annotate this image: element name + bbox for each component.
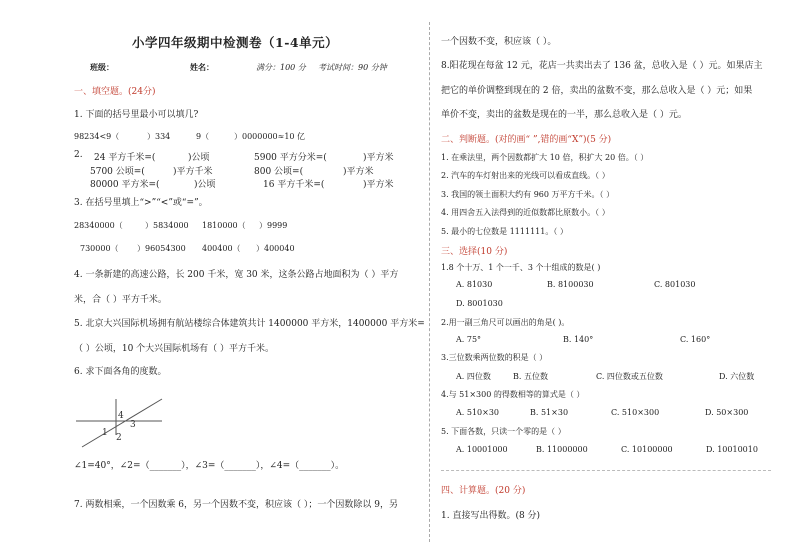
question-6: 6. 求下面各角的度数。 — [74, 367, 167, 377]
section-fill-blank: 一、填空题。(24分) — [74, 87, 156, 97]
q2-row1-a: 24 平方千米=( — [94, 153, 156, 163]
section-choice: 三、选择(10 分) — [441, 247, 508, 257]
angle-label-3: 3 — [130, 420, 136, 430]
question-8-line1: 8.阳花现在每盆 12 元，花店一共卖出去了 136 盆，总收入是（ ）元。如果店主 — [441, 61, 763, 71]
choice-4-opt-a: A. 510×30 — [456, 408, 500, 417]
question-4-line1: 4. 一条新建的高速公路，长 200 千米，宽 30 米，这条公路占地面积为（ ）平方 — [74, 270, 399, 280]
choice-3-opt-d: D. 六位数 — [719, 372, 755, 381]
choice-1-opt-a: A. 81030 — [456, 280, 493, 289]
question-7: 7. 两数相乘，一个因数乘 6，另一个因数不变，积应该（ ）；一个因数除以 9，另 — [74, 500, 398, 510]
question-1: 1. 下面的括号里最小可以填几? — [74, 110, 199, 120]
q3-row2-a: 730000（ — [80, 244, 119, 253]
section-judgement: 二、判断题。(对的画“ ”,错的画“X”)(5 分) — [441, 135, 612, 145]
choice-4-opt-d: D. 50×300 — [705, 408, 749, 417]
q2-row2-a: 5700 公顷=( — [90, 167, 145, 177]
judge-5: 5. 最小的七位数是 1111111。（ ） — [441, 227, 568, 236]
section-calculation: 四、计算题。(20 分) — [441, 486, 526, 496]
q2-row1-c: 5900 平方分米=( — [254, 153, 327, 163]
question-7-continued: 一个因数不变，积应该（ ）。 — [441, 37, 557, 47]
full-score-label: 满分：100 分 — [256, 63, 306, 72]
q2-row3-c: 16 平方千米=( — [263, 180, 325, 190]
question-3: 3. 在括号里填上“>”“<”或“=”。 — [74, 198, 208, 208]
question-8-line3: 单价不变，卖出的盆数是现在的一半，那么总收入是（ ）元。 — [441, 110, 687, 120]
choice-3: 3.三位数乘两位数的积是（ ） — [441, 353, 548, 362]
choice-5-opt-d: D. 10010010 — [706, 445, 758, 454]
name-label: 姓名： — [190, 62, 214, 72]
judge-3: 3. 我国的领土面积大约有 960 万平方千米。（ ） — [441, 190, 615, 199]
page-title: 小学四年级期中检测卷（1-4单元） — [132, 35, 339, 50]
q2-row3-a: 80000 平方米=( — [90, 180, 160, 190]
question-8-line2: 把它的单价调整到现在的 2 倍，卖出的盆数不变，那么总收入是（ ）元；如果 — [441, 86, 753, 96]
choice-5-opt-c: C. 10100000 — [621, 445, 673, 454]
choice-3-opt-b: B. 五位数 — [513, 372, 548, 381]
question-5-line1: 5. 北京大兴国际机场拥有航站楼综合体建筑共计 1400000 平方米，1400000 平方米= — [74, 319, 425, 329]
question-5-line2: （ ）公顷，10 个大兴国际机场有（ ）平方千米。 — [74, 344, 275, 354]
q1-part-c: 9（ — [196, 132, 210, 141]
q2-row1-b: )公顷 — [188, 153, 210, 163]
q3-row1-a: 28340000（ — [74, 221, 123, 230]
choice-1-opt-c: C. 801030 — [654, 280, 696, 289]
choice-1: 1.8 个十万、1 个一千、3 个十组成的数是( ) — [441, 263, 601, 272]
choice-4: 4.与 51×300 的得数相等的算式是（ ） — [441, 390, 585, 399]
calc-1: 1. 直接写出得数。(8 分) — [441, 511, 541, 521]
q3-row1-c: 1810000（ — [202, 221, 246, 230]
angle-label-4: 4 — [118, 411, 124, 421]
angle-label-1: 1 — [102, 428, 108, 438]
class-label: 班级： — [90, 62, 114, 72]
question-2-number: 2. — [74, 150, 83, 160]
q2-row2-d: )平方米 — [343, 167, 374, 177]
choice-3-opt-c: C. 四位数或五位数 — [596, 372, 663, 381]
choice-3-opt-a: A. 四位数 — [456, 372, 491, 381]
choice-2-opt-a: A. 75° — [456, 335, 482, 344]
column-divider — [429, 22, 430, 542]
q3-row2-d: ）400040 — [256, 244, 295, 253]
q1-part-d: ）0000000≈10 亿 — [234, 132, 306, 141]
judge-1: 1. 在乘法里，两个因数都扩大 10 倍，积扩大 20 倍。（ ） — [441, 153, 649, 162]
judge-2: 2. 汽车的车灯射出来的光线可以看成直线。（ ） — [441, 171, 610, 180]
question-6-answers: ∠1=40°，∠2=（_______），∠3=（_______），∠4=（_______）。 — [74, 461, 345, 471]
q2-row2-c: 800 公顷=( — [254, 167, 304, 177]
q2-row3-b: )公顷 — [194, 180, 216, 190]
q3-row2-b: ）96054300 — [137, 244, 186, 253]
q3-row1-b: ）5834000 — [145, 221, 189, 230]
q1-part-a: 98234<9（ — [74, 132, 120, 141]
choice-2-opt-b: B. 140° — [563, 335, 594, 344]
choice-1-opt-b: B. 8100030 — [547, 280, 594, 289]
choice-5-opt-b: B. 11000000 — [536, 445, 588, 454]
q2-row3-d: )平方米 — [363, 180, 394, 190]
choice-5-opt-a: A. 10001000 — [456, 445, 508, 454]
exam-time-label: 考试时间：90 分钟 — [318, 63, 387, 72]
question-4-line2: 米，合（ ）平方千米。 — [74, 295, 167, 305]
choice-5: 5. 下面各数，只读一个零的是（ ） — [441, 427, 566, 436]
q3-row2-c: 400400（ — [202, 244, 241, 253]
choice-4-opt-b: B. 51×30 — [530, 408, 569, 417]
diagonal-line — [82, 399, 162, 447]
q1-part-b: ）334 — [147, 132, 171, 141]
judge-4: 4. 用四舍五入法得到的近似数都比原数小。（ ） — [441, 208, 610, 217]
section-separator — [441, 470, 771, 471]
q2-row1-d: )平方米 — [363, 153, 394, 163]
choice-2: 2.用一副三角尺可以画出的角是( )。 — [441, 318, 570, 327]
angle-label-2: 2 — [116, 433, 122, 443]
angle-figure — [70, 383, 170, 453]
choice-1-opt-d: D. 8001030 — [456, 299, 503, 308]
choice-2-opt-c: C. 160° — [680, 335, 711, 344]
q2-row2-b: )平方千米 — [173, 167, 213, 177]
choice-4-opt-c: C. 510×300 — [611, 408, 660, 417]
q3-row1-d: ）9999 — [259, 221, 288, 230]
